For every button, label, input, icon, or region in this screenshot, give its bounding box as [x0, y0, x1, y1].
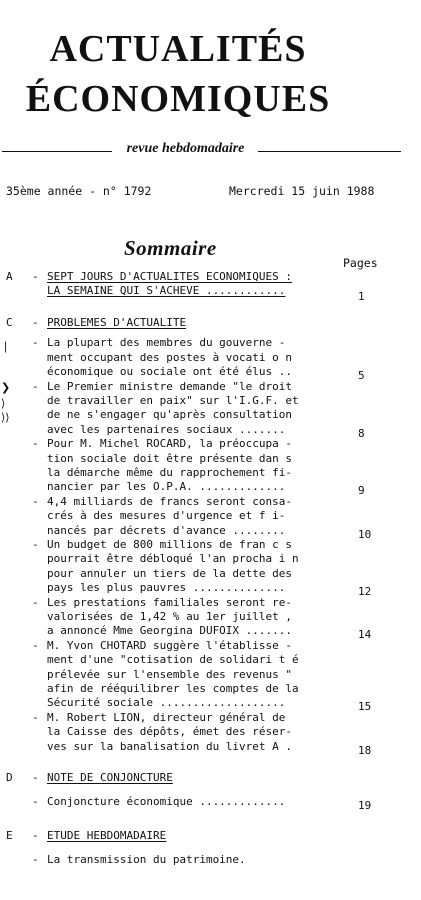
item-line: ves sur la banalisation du livret A . [47, 739, 293, 753]
page-number: 9 [358, 484, 365, 498]
page-number: 15 [358, 700, 372, 714]
item-line: M. Yvon CHOTARD suggère l'établisse - [47, 638, 293, 652]
section-dash: - [32, 771, 39, 784]
section-dash: - [32, 829, 39, 842]
subtitle-rule-right [258, 151, 401, 152]
item-dash: - [32, 437, 39, 451]
item-line: avec les partenaires sociaux ....... [47, 422, 286, 436]
item-line: crés à des mesures d'urgence et f i- [47, 509, 286, 523]
item-line: Sécurité sociale ................... [47, 696, 286, 710]
pages-column-header: Pages [343, 256, 378, 270]
section-heading: LA SEMAINE QUI S'ACHEVE ............ [47, 284, 286, 298]
page-number: 1 [358, 290, 365, 304]
item-line: économique ou sociale ont été élus .. [47, 365, 293, 379]
subtitle-row [0, 141, 421, 161]
item-line: pays les plus pauvres .............. [47, 581, 286, 595]
item-dash: - [32, 638, 39, 652]
section-dash: - [32, 270, 39, 283]
item-line: 4,4 milliards de francs seront consa- [47, 494, 293, 508]
item-line: pourrait être débloqué l'an procha i n [47, 552, 299, 566]
item-line: prélevée sur l'ensemble des revenus " [47, 667, 293, 681]
section-letter: A [6, 270, 13, 283]
page-number: 5 [358, 369, 365, 383]
item-line: La plupart des membres du gouverne - [47, 336, 286, 350]
section-heading: ETUDE HEBDOMADAIRE [47, 829, 167, 842]
item-line: Pour M. Michel ROCARD, la préoccupa - [47, 437, 293, 451]
item-dash: - [32, 336, 39, 350]
section-letter: C [6, 316, 13, 329]
subtitle-rule-left [2, 151, 112, 152]
item-line: Les prestations familiales seront re- [47, 595, 293, 609]
item-line: Le Premier ministre demande "le droit [47, 379, 293, 393]
sommaire-title: Sommaire [124, 236, 217, 260]
section-letter: E [6, 829, 13, 842]
page-number: 14 [358, 628, 372, 642]
item-line: afin de rééquilibrer les comptes de la [47, 682, 299, 695]
item-line: valorisées de 1,42 % au 1er juillet , [47, 610, 293, 623]
section-heading: NOTE DE CONJONCTURE [47, 771, 173, 784]
page-number: 18 [358, 743, 372, 757]
item-line: nancier par les O.P.A. ............. [47, 480, 286, 494]
item-line: La transmission du patrimoine. [47, 853, 246, 867]
item-dash: - [32, 853, 39, 867]
item-line: a annoncé Mme Georgina DUFOIX ....... [47, 624, 293, 638]
item-line: pour annuler un tiers de la dette des [47, 566, 293, 580]
item-line: la démarche même du rapprochement fi- [47, 466, 293, 479]
item-dash: - [32, 538, 39, 551]
margin-mark: ⟩⟩ [1, 411, 10, 424]
item-line: nancés par décrets d'avance ........ [47, 523, 286, 537]
masthead-title-line1: ACTUALITÉS [49, 28, 307, 70]
item-line: la Caisse des dépôts, émet des réser- [47, 725, 293, 739]
section-heading: SEPT JOURS D'ACTUALITES ECONOMIQUES : [47, 270, 293, 283]
page-number: 12 [358, 585, 372, 599]
item-dash: - [32, 595, 39, 609]
section-heading: PROBLEMES D'ACTUALITE [47, 316, 187, 329]
item-line: ment d'une "cotisation de solidari t é [47, 653, 299, 667]
item-dash: - [32, 710, 39, 724]
item-dash: - [32, 795, 39, 809]
item-line: M. Robert LION, directeur général de [47, 710, 286, 724]
margin-mark: ❘ [1, 340, 11, 353]
margin-mark: ⟩ [1, 397, 6, 410]
item-line: Un budget de 800 millions de fran c s [47, 538, 293, 551]
issue-date: Mercredi 15 juin 1988 [229, 184, 375, 198]
page-number: 10 [358, 527, 372, 541]
item-line: de travailler en paix" sur l'I.G.F. et [47, 394, 299, 407]
page-number: 8 [358, 426, 365, 440]
item-line: tion sociale doit être présente dan s [47, 451, 293, 465]
section-letter: D [6, 771, 13, 784]
issue-number: 35ème année - n° 1792 [6, 184, 152, 198]
page-number: 19 [358, 799, 372, 813]
item-dash: - [32, 379, 39, 393]
section-dash: - [32, 316, 39, 329]
margin-mark: ❯ [1, 381, 11, 394]
item-line: de ne s'engager qu'après consultation [47, 408, 293, 422]
item-dash: - [32, 494, 39, 508]
masthead-title-line2: ÉCONOMIQUES [25, 78, 331, 120]
subtitle: revue hebdomadaire [126, 141, 245, 156]
item-line: Conjoncture économique ............. [47, 795, 286, 809]
item-line: ment occupant des postes à vocati o n [47, 350, 293, 364]
